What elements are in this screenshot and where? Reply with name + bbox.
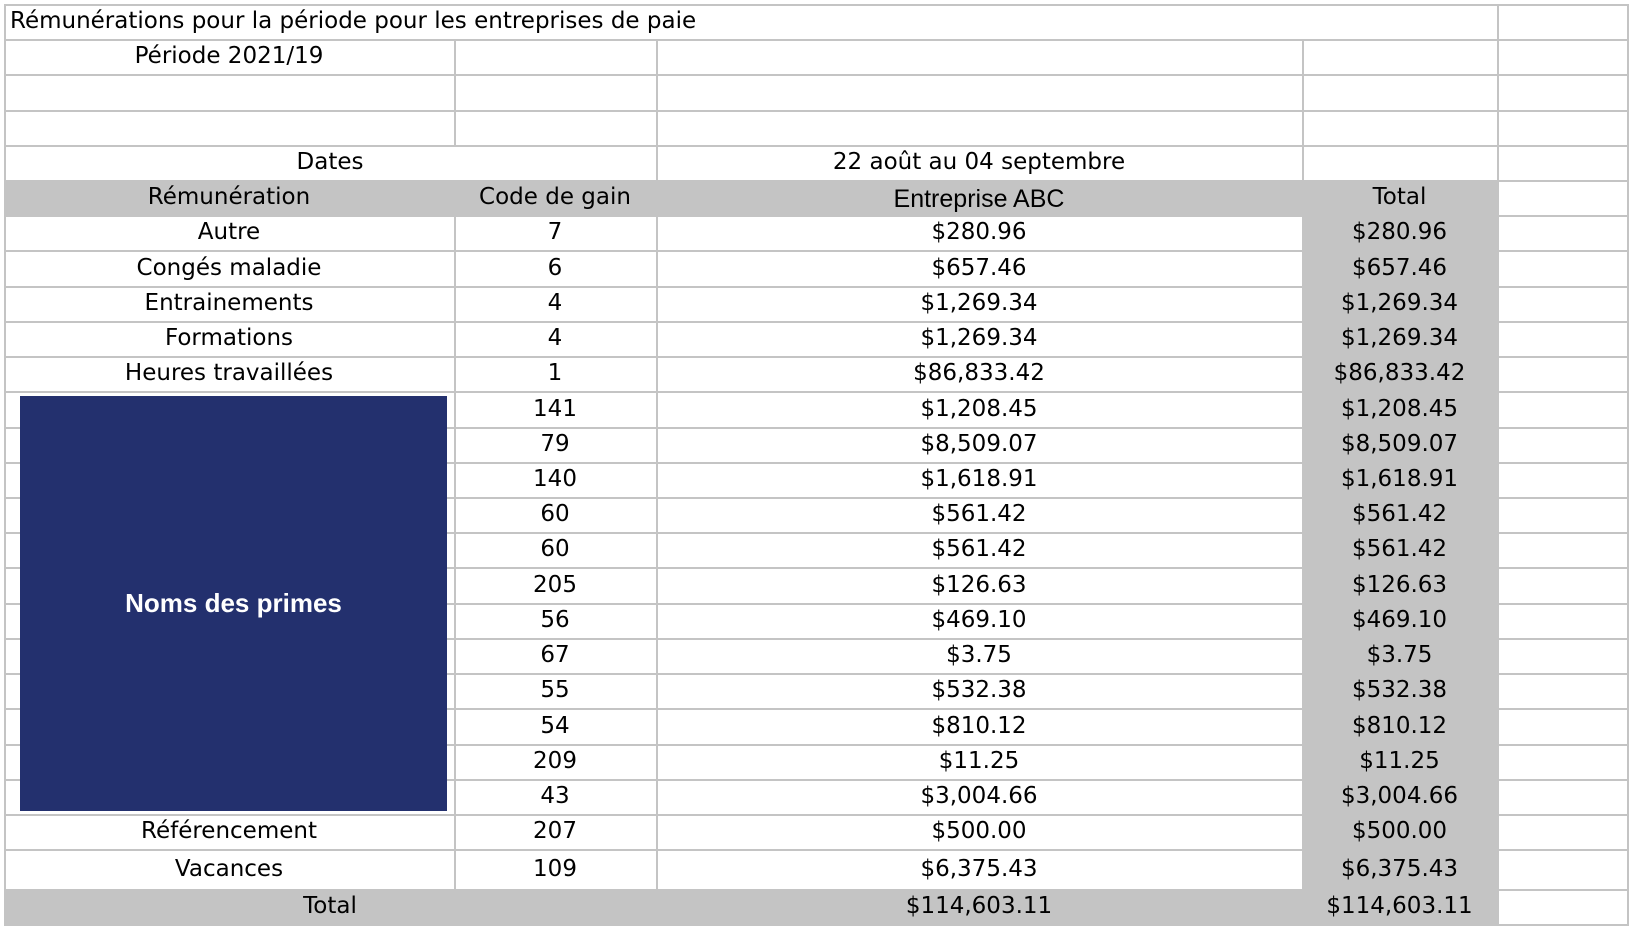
row-code: 207 — [533, 818, 577, 844]
row-code: 55 — [540, 677, 570, 703]
row-company-amount: $561.42 — [931, 501, 1027, 527]
row-code: 54 — [540, 712, 570, 739]
sheet-title: Rémunérations pour la période pour les entreprises de paie — [10, 8, 697, 34]
row-company-amount: $561.42 — [931, 536, 1027, 562]
row-company-amount: $1,208.45 — [920, 395, 1038, 422]
row-company-amount: $532.38 — [931, 677, 1027, 703]
row-name: Vacances — [174, 855, 284, 882]
row-company-amount: $8,509.07 — [920, 431, 1038, 457]
period-label: Période 2021/19 — [134, 43, 324, 69]
row-company-amount: $500.00 — [931, 818, 1027, 844]
row-company-amount: $280.96 — [931, 219, 1027, 245]
row-total-amount: $126.63 — [1351, 571, 1448, 598]
row-total-amount: $11.25 — [1359, 748, 1440, 774]
row-code: 60 — [540, 536, 570, 562]
row-code: 209 — [533, 748, 577, 774]
row-company-amount: $657.46 — [931, 254, 1027, 281]
row-total-amount: $532.38 — [1351, 677, 1448, 703]
row-code: 60 — [540, 501, 570, 527]
row-name: Formations — [164, 325, 294, 351]
row-code: 7 — [547, 219, 563, 245]
bonus-names-overlay — [20, 396, 447, 811]
row-code: 1 — [547, 360, 563, 386]
row-company-amount: $1,269.34 — [920, 290, 1038, 316]
row-total-amount: $500.00 — [1351, 818, 1448, 844]
row-total-amount: $657.46 — [1351, 254, 1448, 281]
row-code: 4 — [547, 290, 563, 316]
row-company-amount: $1,618.91 — [920, 466, 1038, 492]
row-company-amount: $86,833.42 — [913, 360, 1045, 386]
spreadsheet — [4, 4, 1629, 929]
row-total-amount: $1,208.45 — [1340, 395, 1459, 422]
row-total-amount: $8,509.07 — [1340, 431, 1459, 457]
totals-total-amount: $114,603.11 — [1326, 893, 1473, 919]
row-company-amount: $810.12 — [931, 712, 1027, 739]
row-code: 67 — [540, 642, 570, 668]
column-header-company: Entreprise ABC — [893, 185, 1065, 213]
totals-company-amount: $114,603.11 — [905, 893, 1053, 919]
row-code: 109 — [533, 855, 577, 882]
row-total-amount: $561.42 — [1351, 501, 1448, 527]
row-company-amount: $1,269.34 — [920, 325, 1038, 351]
column-header-remuneration: Rémunération — [147, 184, 311, 210]
row-code: 43 — [540, 783, 570, 809]
row-company-amount: $126.63 — [931, 571, 1027, 598]
row-total-amount: $561.42 — [1351, 536, 1448, 562]
row-code: 56 — [540, 607, 570, 633]
row-company-amount: $11.25 — [938, 748, 1020, 774]
totals-label: Total — [303, 893, 357, 919]
row-name: Autre — [197, 219, 261, 245]
row-name: Heures travaillées — [124, 360, 334, 386]
row-total-amount: $1,269.34 — [1340, 325, 1459, 351]
row-code: 140 — [533, 466, 577, 492]
row-total-amount: $280.96 — [1351, 219, 1448, 245]
row-total-amount: $3.75 — [1366, 642, 1433, 668]
row-total-amount: $3,004.66 — [1340, 783, 1459, 809]
dates-value: 22 août au 04 septembre — [832, 149, 1126, 175]
dates-label: Dates — [296, 149, 364, 175]
row-total-amount: $1,618.91 — [1340, 466, 1459, 492]
column-header-code: Code de gain — [479, 184, 631, 210]
row-company-amount: $3.75 — [946, 642, 1012, 668]
row-name: Congés maladie — [136, 254, 322, 281]
overlay-label: Noms des primes — [125, 588, 342, 618]
row-code: 79 — [540, 431, 570, 457]
row-company-amount: $469.10 — [931, 607, 1027, 633]
row-company-amount: $6,375.43 — [920, 855, 1038, 882]
row-total-amount: $810.12 — [1351, 712, 1448, 739]
row-total-amount: $86,833.42 — [1333, 360, 1466, 386]
column-header-total: Total — [1372, 184, 1427, 210]
row-total-amount: $469.10 — [1351, 607, 1448, 633]
row-total-amount: $6,375.43 — [1340, 855, 1459, 882]
row-name: Référencement — [141, 818, 317, 844]
row-code: 141 — [533, 395, 577, 422]
row-company-amount: $3,004.66 — [920, 783, 1038, 809]
row-code: 6 — [547, 254, 563, 281]
row-name: Entrainements — [144, 290, 314, 316]
row-total-amount: $1,269.34 — [1340, 290, 1459, 316]
row-code: 4 — [547, 325, 563, 351]
row-code: 205 — [533, 571, 577, 598]
